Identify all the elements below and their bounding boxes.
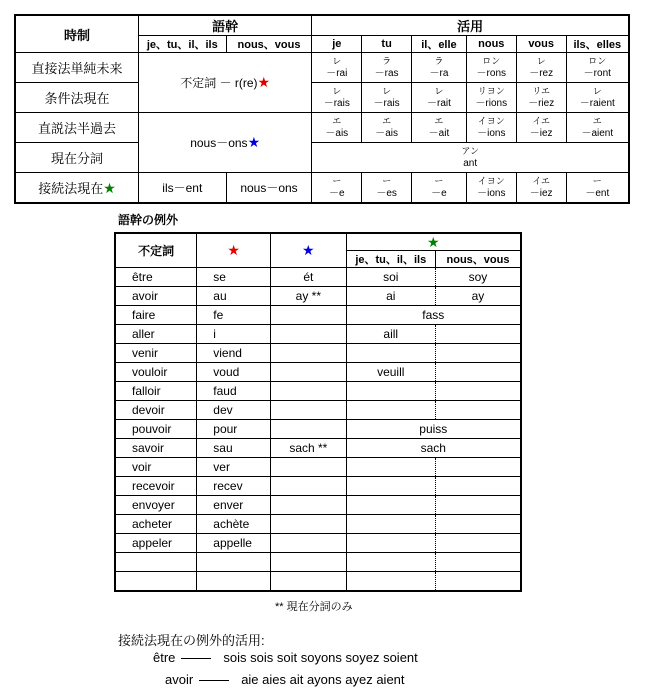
conj-cell: イエ －iez xyxy=(516,173,566,204)
imperfect-stem-cell xyxy=(271,534,347,553)
subjunctive-stem-cell xyxy=(435,572,521,592)
conj-cell: ロン －ront xyxy=(566,53,629,83)
conj-cell: イエ －iez xyxy=(516,113,566,143)
blue-star-icon: ★ xyxy=(247,134,261,150)
subjunctive-verb: être xyxy=(153,650,176,665)
conj-cell: エ －aient xyxy=(566,113,629,143)
table-row xyxy=(115,287,521,306)
subjunctive-stem-cell xyxy=(346,572,435,592)
present-participle-cell: アン ant xyxy=(312,143,629,173)
subjunctive-stem-cell: sach xyxy=(346,439,521,458)
future-stem-cell: recev xyxy=(197,477,271,496)
conj-cell: エ －ais xyxy=(312,113,362,143)
subj-subcol: nous、vous xyxy=(435,251,521,268)
subjunctive-stem-cell: ay xyxy=(435,287,521,306)
subjunctive-stem-cell xyxy=(435,477,521,496)
imperfect-stem-cell xyxy=(271,458,347,477)
green-star-icon: ★ xyxy=(427,233,440,250)
conj-cell: レ －rez xyxy=(516,53,566,83)
dash-line xyxy=(199,680,229,681)
stem-subcol: nous、vous xyxy=(226,36,312,53)
future-stem-cell: enver xyxy=(197,496,271,515)
subjunctive-stem-cell: soi xyxy=(346,268,435,287)
subjunctive-stem-cell xyxy=(435,344,521,363)
tense-label: 現在分詞 xyxy=(15,143,138,173)
subjunctive-stem-cell xyxy=(435,496,521,515)
conj-cell: ラ －ra xyxy=(412,53,467,83)
infinitive-cell xyxy=(115,553,197,572)
imperfect-stem-cell xyxy=(271,572,347,592)
tense-label: 接続法現在★ xyxy=(15,173,138,204)
future-stem-cell: se xyxy=(197,268,271,287)
subjunctive-stem-cell xyxy=(346,382,435,401)
imperfect-stem-cell xyxy=(271,363,347,382)
imperfect-stem-cell xyxy=(271,477,347,496)
subjunctive-stem-cell xyxy=(346,458,435,477)
infinitive-cell: acheter xyxy=(115,515,197,534)
future-stem-cell: fe xyxy=(197,306,271,325)
subj-stem-cell: ils－ent xyxy=(138,173,226,204)
subjunctive-stem-cell xyxy=(435,382,521,401)
infinitive-cell xyxy=(115,572,197,592)
conj-subcol: tu xyxy=(362,36,412,53)
table-row xyxy=(115,382,521,401)
table-row xyxy=(115,344,521,363)
subjunctive-stem-cell xyxy=(346,496,435,515)
subjunctive-line xyxy=(165,672,405,687)
subjunctive-stem-cell: aill xyxy=(346,325,435,344)
future-stem-cell: achète xyxy=(197,515,271,534)
conj-cell: ー －e xyxy=(412,173,467,204)
blue-star-icon: ★ xyxy=(302,242,315,258)
future-stem-cell: sau xyxy=(197,439,271,458)
stem-header: 語幹 xyxy=(138,15,311,36)
imperfect-stem-cell: ay ** xyxy=(271,287,347,306)
conj-subcol: ils、elles xyxy=(566,36,629,53)
table-row xyxy=(115,572,521,592)
conj-cell: リエ －riez xyxy=(516,83,566,113)
conj-cell: イヨン －ions xyxy=(466,113,516,143)
conj-cell: レ －rais xyxy=(362,83,412,113)
imperfect-stem-cell xyxy=(271,382,347,401)
conj-subcol: je xyxy=(312,36,362,53)
table-row xyxy=(115,420,521,439)
conj-cell: ラ －ras xyxy=(362,53,412,83)
future-stem-cell: faud xyxy=(197,382,271,401)
future-stem-cell xyxy=(197,553,271,572)
tense-label: 直説法半過去 xyxy=(15,113,138,143)
stem-exceptions-table xyxy=(114,232,522,592)
imperfect-stem-cell xyxy=(271,344,347,363)
table-row xyxy=(115,553,521,572)
stem-subcol: je、tu、il、ils xyxy=(138,36,226,53)
blue-star-header xyxy=(271,233,347,268)
subjunctive-stem-cell: soy xyxy=(435,268,521,287)
infinitive-cell: devoir xyxy=(115,401,197,420)
infinitive-cell: appeler xyxy=(115,534,197,553)
red-star-icon: ★ xyxy=(257,74,271,90)
subjunctive-stem-cell xyxy=(346,515,435,534)
table-row xyxy=(115,515,521,534)
footnote: ** 現在分詞のみ xyxy=(275,601,353,613)
imperfect-stem-cell xyxy=(271,306,347,325)
conj-cell: レ －rai xyxy=(312,53,362,83)
conj-cell: レ －rait xyxy=(412,83,467,113)
table-row xyxy=(115,306,521,325)
imperfect-stem-cell xyxy=(271,515,347,534)
subjunctive-stem-cell xyxy=(435,515,521,534)
table-row xyxy=(115,534,521,553)
subjunctive-forms: sois sois soit soyons soyez soient xyxy=(223,650,418,665)
stem-exceptions-title: 語幹の例外 xyxy=(118,213,179,227)
conj-subcol: il、elle xyxy=(412,36,467,53)
subjunctive-stem-cell: puiss xyxy=(346,420,521,439)
infinitive-cell: pouvoir xyxy=(115,420,197,439)
conj-cell: エ －ait xyxy=(412,113,467,143)
subjunctive-stem-cell xyxy=(435,553,521,572)
infinitive-cell: falloir xyxy=(115,382,197,401)
subjunctive-stem-cell: fass xyxy=(346,306,521,325)
future-stem-cell: appelle xyxy=(197,534,271,553)
conj-cell: ー －ent xyxy=(566,173,629,204)
conj-cell: レ －rais xyxy=(312,83,362,113)
conjugation-header: 活用 xyxy=(312,15,629,36)
subjunctive-stem-cell xyxy=(346,477,435,496)
infinitive-cell: venir xyxy=(115,344,197,363)
conjugation-table xyxy=(14,14,630,204)
stem-nous-cell xyxy=(138,113,311,173)
subjunctive-forms: aie aies ait ayons ayez aient xyxy=(241,672,405,687)
table-row xyxy=(115,268,521,287)
table-row xyxy=(115,363,521,382)
subjunctive-exceptions-title: 接続法現在の例外的活用: xyxy=(118,633,265,648)
stem-text: 不定詞 － r(re) xyxy=(180,76,258,90)
red-star-icon: ★ xyxy=(227,242,240,258)
green-star-icon: ★ xyxy=(103,180,116,196)
subjunctive-stem-cell xyxy=(435,401,521,420)
subjunctive-stem-cell xyxy=(435,325,521,344)
subjunctive-stem-cell xyxy=(346,534,435,553)
table-row xyxy=(115,325,521,344)
table-row xyxy=(115,496,521,515)
tense-label: 条件法現在 xyxy=(15,83,138,113)
subjunctive-stem-cell xyxy=(346,553,435,572)
imperfect-stem-cell xyxy=(271,496,347,515)
future-stem-cell: dev xyxy=(197,401,271,420)
red-star-header xyxy=(197,233,271,268)
infinitive-cell: savoir xyxy=(115,439,197,458)
subjunctive-line xyxy=(153,650,418,665)
infinitive-cell: être xyxy=(115,268,197,287)
conj-subcol: vous xyxy=(516,36,566,53)
tense-header: 時制 xyxy=(15,15,138,53)
table-row xyxy=(115,401,521,420)
imperfect-stem-cell: sach ** xyxy=(271,439,347,458)
conj-cell: ロン －rons xyxy=(466,53,516,83)
infinitive-cell: recevoir xyxy=(115,477,197,496)
infinitive-cell: aller xyxy=(115,325,197,344)
infinitive-cell: envoyer xyxy=(115,496,197,515)
table-row xyxy=(115,458,521,477)
imperfect-stem-cell xyxy=(271,553,347,572)
subjunctive-verb: avoir xyxy=(165,672,194,687)
subjunctive-stem-cell xyxy=(435,363,521,382)
conj-cell: エ －ais xyxy=(362,113,412,143)
subjunctive-stem-cell: veuill xyxy=(346,363,435,382)
imperfect-stem-cell xyxy=(271,325,347,344)
future-stem-cell: pour xyxy=(197,420,271,439)
conj-cell: イヨン －ions xyxy=(466,173,516,204)
future-stem-cell: voud xyxy=(197,363,271,382)
infinitive-cell: avoir xyxy=(115,287,197,306)
tense-label: 直接法単純未来 xyxy=(15,53,138,83)
future-stem-cell: i xyxy=(197,325,271,344)
conj-subcol: nous xyxy=(466,36,516,53)
subjunctive-stem-cell: ai xyxy=(346,287,435,306)
future-stem-cell xyxy=(197,572,271,592)
conj-cell: ー －e xyxy=(312,173,362,204)
table-row xyxy=(115,477,521,496)
conj-cell: レ －raient xyxy=(566,83,629,113)
conj-cell: リヨン －rions xyxy=(466,83,516,113)
subj-subcol: je、tu、il、ils xyxy=(346,251,435,268)
future-stem-cell: viend xyxy=(197,344,271,363)
table-row xyxy=(115,439,521,458)
future-stem-cell: ver xyxy=(197,458,271,477)
subjunctive-stem-cell xyxy=(346,401,435,420)
subjunctive-stem-cell xyxy=(435,458,521,477)
infinitive-cell: vouloir xyxy=(115,363,197,382)
stem-infinitive-cell xyxy=(138,53,311,113)
subjunctive-stem-cell xyxy=(346,344,435,363)
future-stem-cell: au xyxy=(197,287,271,306)
infinitive-cell: voir xyxy=(115,458,197,477)
infinitive-header: 不定詞 xyxy=(115,233,197,268)
green-star-header xyxy=(346,233,521,251)
imperfect-stem-cell xyxy=(271,420,347,439)
conj-cell: ー －es xyxy=(362,173,412,204)
dash-line xyxy=(181,658,211,659)
subjunctive-stem-cell xyxy=(435,534,521,553)
imperfect-stem-cell: ét xyxy=(271,268,347,287)
infinitive-cell: faire xyxy=(115,306,197,325)
stem-text: nous－ons xyxy=(190,136,248,150)
imperfect-stem-cell xyxy=(271,401,347,420)
subj-stem-cell: nous－ons xyxy=(226,173,312,204)
